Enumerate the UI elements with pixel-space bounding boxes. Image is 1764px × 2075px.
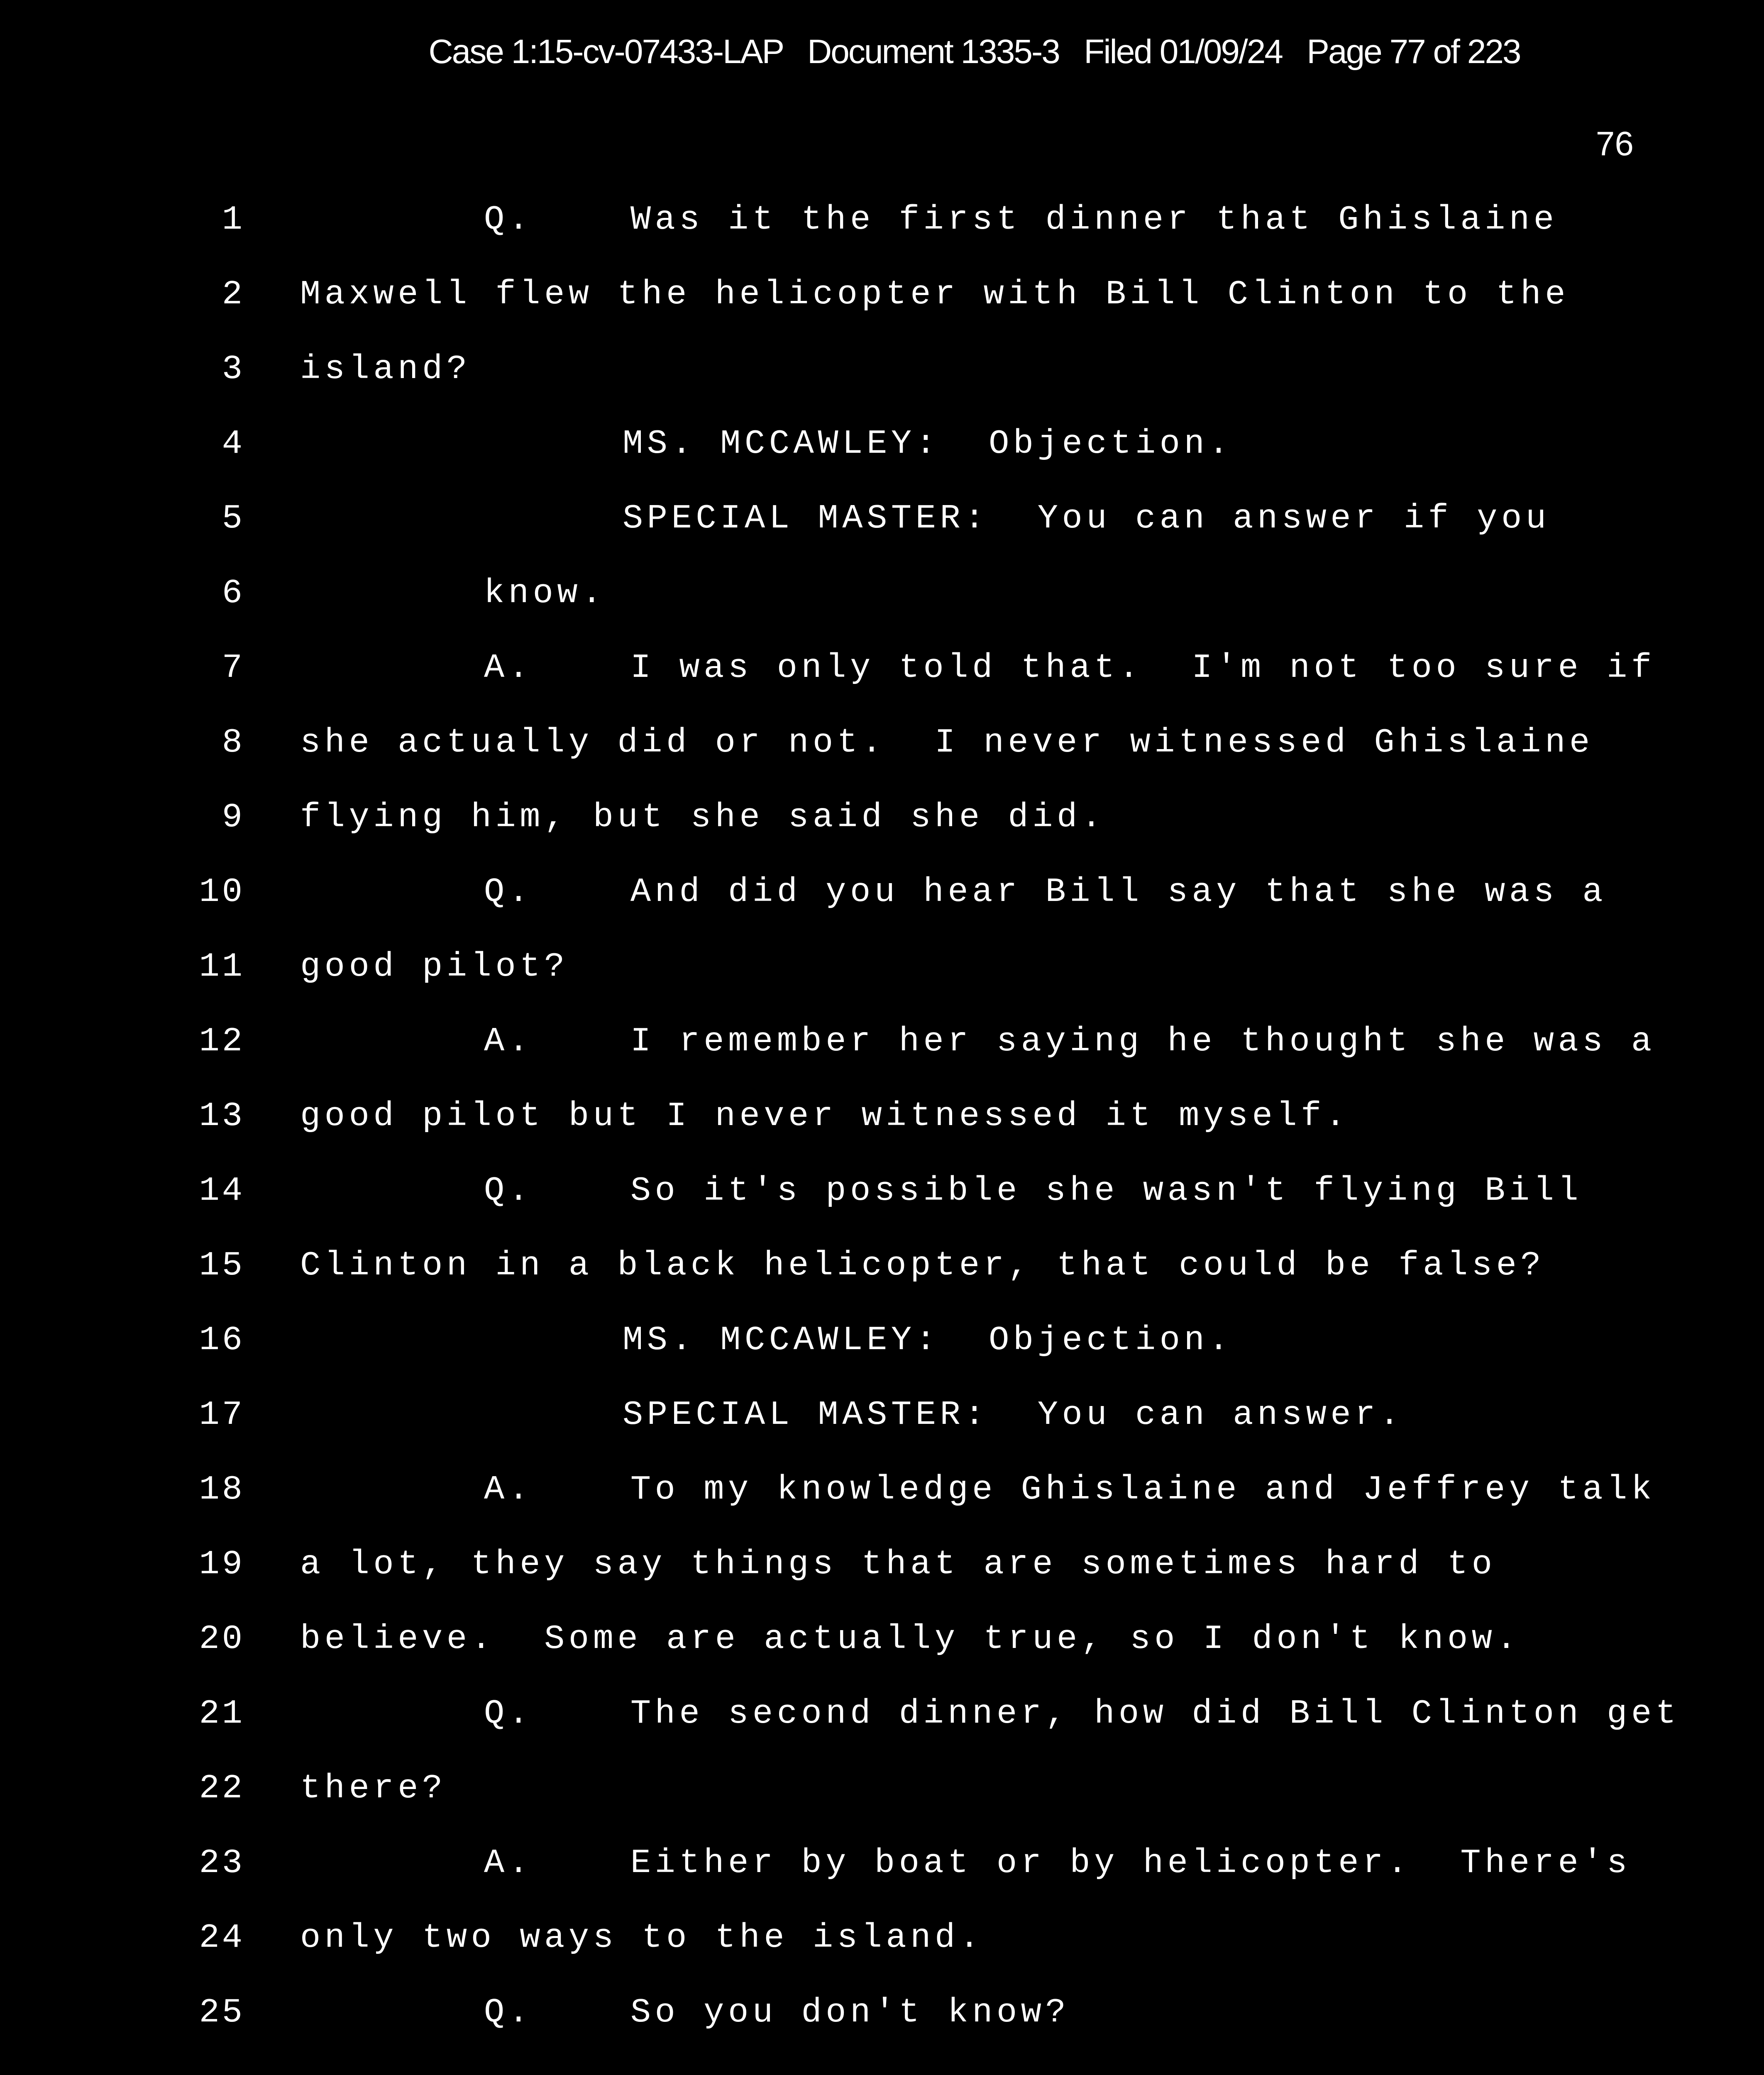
transcript-line [0,1844,1764,1919]
transcript-line [0,1694,1764,1769]
line-text: SPECIAL MASTER: You can answer if you [623,499,1550,538]
transcript-line [0,350,1764,425]
line-number: 22 [199,1769,245,1808]
transcript-line [0,723,1764,798]
line-number: 21 [199,1694,245,1733]
transcript-line [0,1769,1764,1844]
line-text: there? [300,1769,447,1808]
line-text: MS. MCCAWLEY: Objection. [623,1321,1233,1360]
line-number: 16 [199,1321,245,1360]
transcript-line [0,1620,1764,1694]
line-number: 24 [199,1919,245,1957]
line-text: A. I was only told that. I'm not too sure if [484,649,1656,687]
line-text: Q. Was it the first dinner that Ghislaine [484,200,1558,239]
line-number: 1 [222,200,245,239]
line-number: 25 [199,1993,245,2032]
transcript-line [0,425,1764,499]
line-text: only two ways to the island. [300,1919,984,1957]
transcript-line [0,574,1764,649]
line-text: Q. And did you hear Bill say that she was a [484,873,1607,911]
line-text: Clinton in a black helicopter, that could be false? [300,1246,1545,1285]
transcript-line [0,275,1764,350]
transcript-line [0,1545,1764,1620]
line-number: 12 [199,1022,245,1061]
transcript-line [0,947,1764,1022]
line-number: 17 [199,1396,245,1434]
line-text: good pilot but I never witnessed it myself. [300,1097,1350,1135]
line-number: 2 [222,275,245,314]
line-text: believe. Some are actually true, so I don't know. [300,1620,1521,1658]
line-text: Q. So it's possible she wasn't flying Bill [484,1172,1583,1210]
line-number: 19 [199,1545,245,1584]
transcript-line [0,499,1764,574]
transcript-line [0,200,1764,275]
case-header: Case 1:15-cv-07433-LAP Document 1335-3 Filed 01/09/24 Page 77 of 223 [428,33,1520,71]
line-text: Q. The second dinner, how did Bill Clinton get [484,1694,1680,1733]
line-number: 14 [199,1172,245,1210]
transcript-line [0,1396,1764,1470]
transcript-line [0,1097,1764,1172]
line-number: 23 [199,1844,245,1882]
line-number: 9 [222,798,245,837]
line-number: 13 [199,1097,245,1135]
line-number: 7 [222,649,245,687]
line-number: 15 [199,1246,245,1285]
line-number: 4 [222,425,245,463]
transcript-line [0,1022,1764,1097]
transcript-line [0,1919,1764,1993]
transcript-line [0,1172,1764,1246]
transcript-line [0,1993,1764,2068]
line-text: flying him, but she said she did. [300,798,1106,837]
line-text: Maxwell flew the helicopter with Bill Clinton to the [300,275,1570,314]
page-number: 76 [1595,125,1634,163]
line-number: 8 [222,723,245,762]
line-text: A. Either by boat or by helicopter. There's [484,1844,1631,1882]
line-text: island? [300,350,471,388]
transcript-line [0,873,1764,947]
transcript-line [0,798,1764,873]
line-text: Q. So you don't know? [484,1993,1070,2032]
line-text: SPECIAL MASTER: You can answer. [623,1396,1404,1434]
line-number: 5 [222,499,245,538]
line-text: A. To my knowledge Ghislaine and Jeffrey talk [484,1470,1656,1509]
line-number: 20 [199,1620,245,1658]
line-text: MS. MCCAWLEY: Objection. [623,425,1233,463]
line-number: 11 [199,947,245,986]
transcript-line [0,1321,1764,1396]
line-text: know. [484,574,606,613]
transcript-line [0,1246,1764,1321]
transcript-line [0,1470,1764,1545]
line-number: 6 [222,574,245,613]
line-text: good pilot? [300,947,569,986]
line-number: 3 [222,350,245,388]
line-text: a lot, they say things that are sometimes hard to [300,1545,1496,1584]
line-number: 18 [199,1470,245,1509]
line-number: 10 [199,873,245,911]
transcript-line [0,649,1764,723]
line-text: A. I remember her saying he thought she was a [484,1022,1656,1061]
line-text: she actually did or not. I never witnessed Ghislaine [300,723,1594,762]
